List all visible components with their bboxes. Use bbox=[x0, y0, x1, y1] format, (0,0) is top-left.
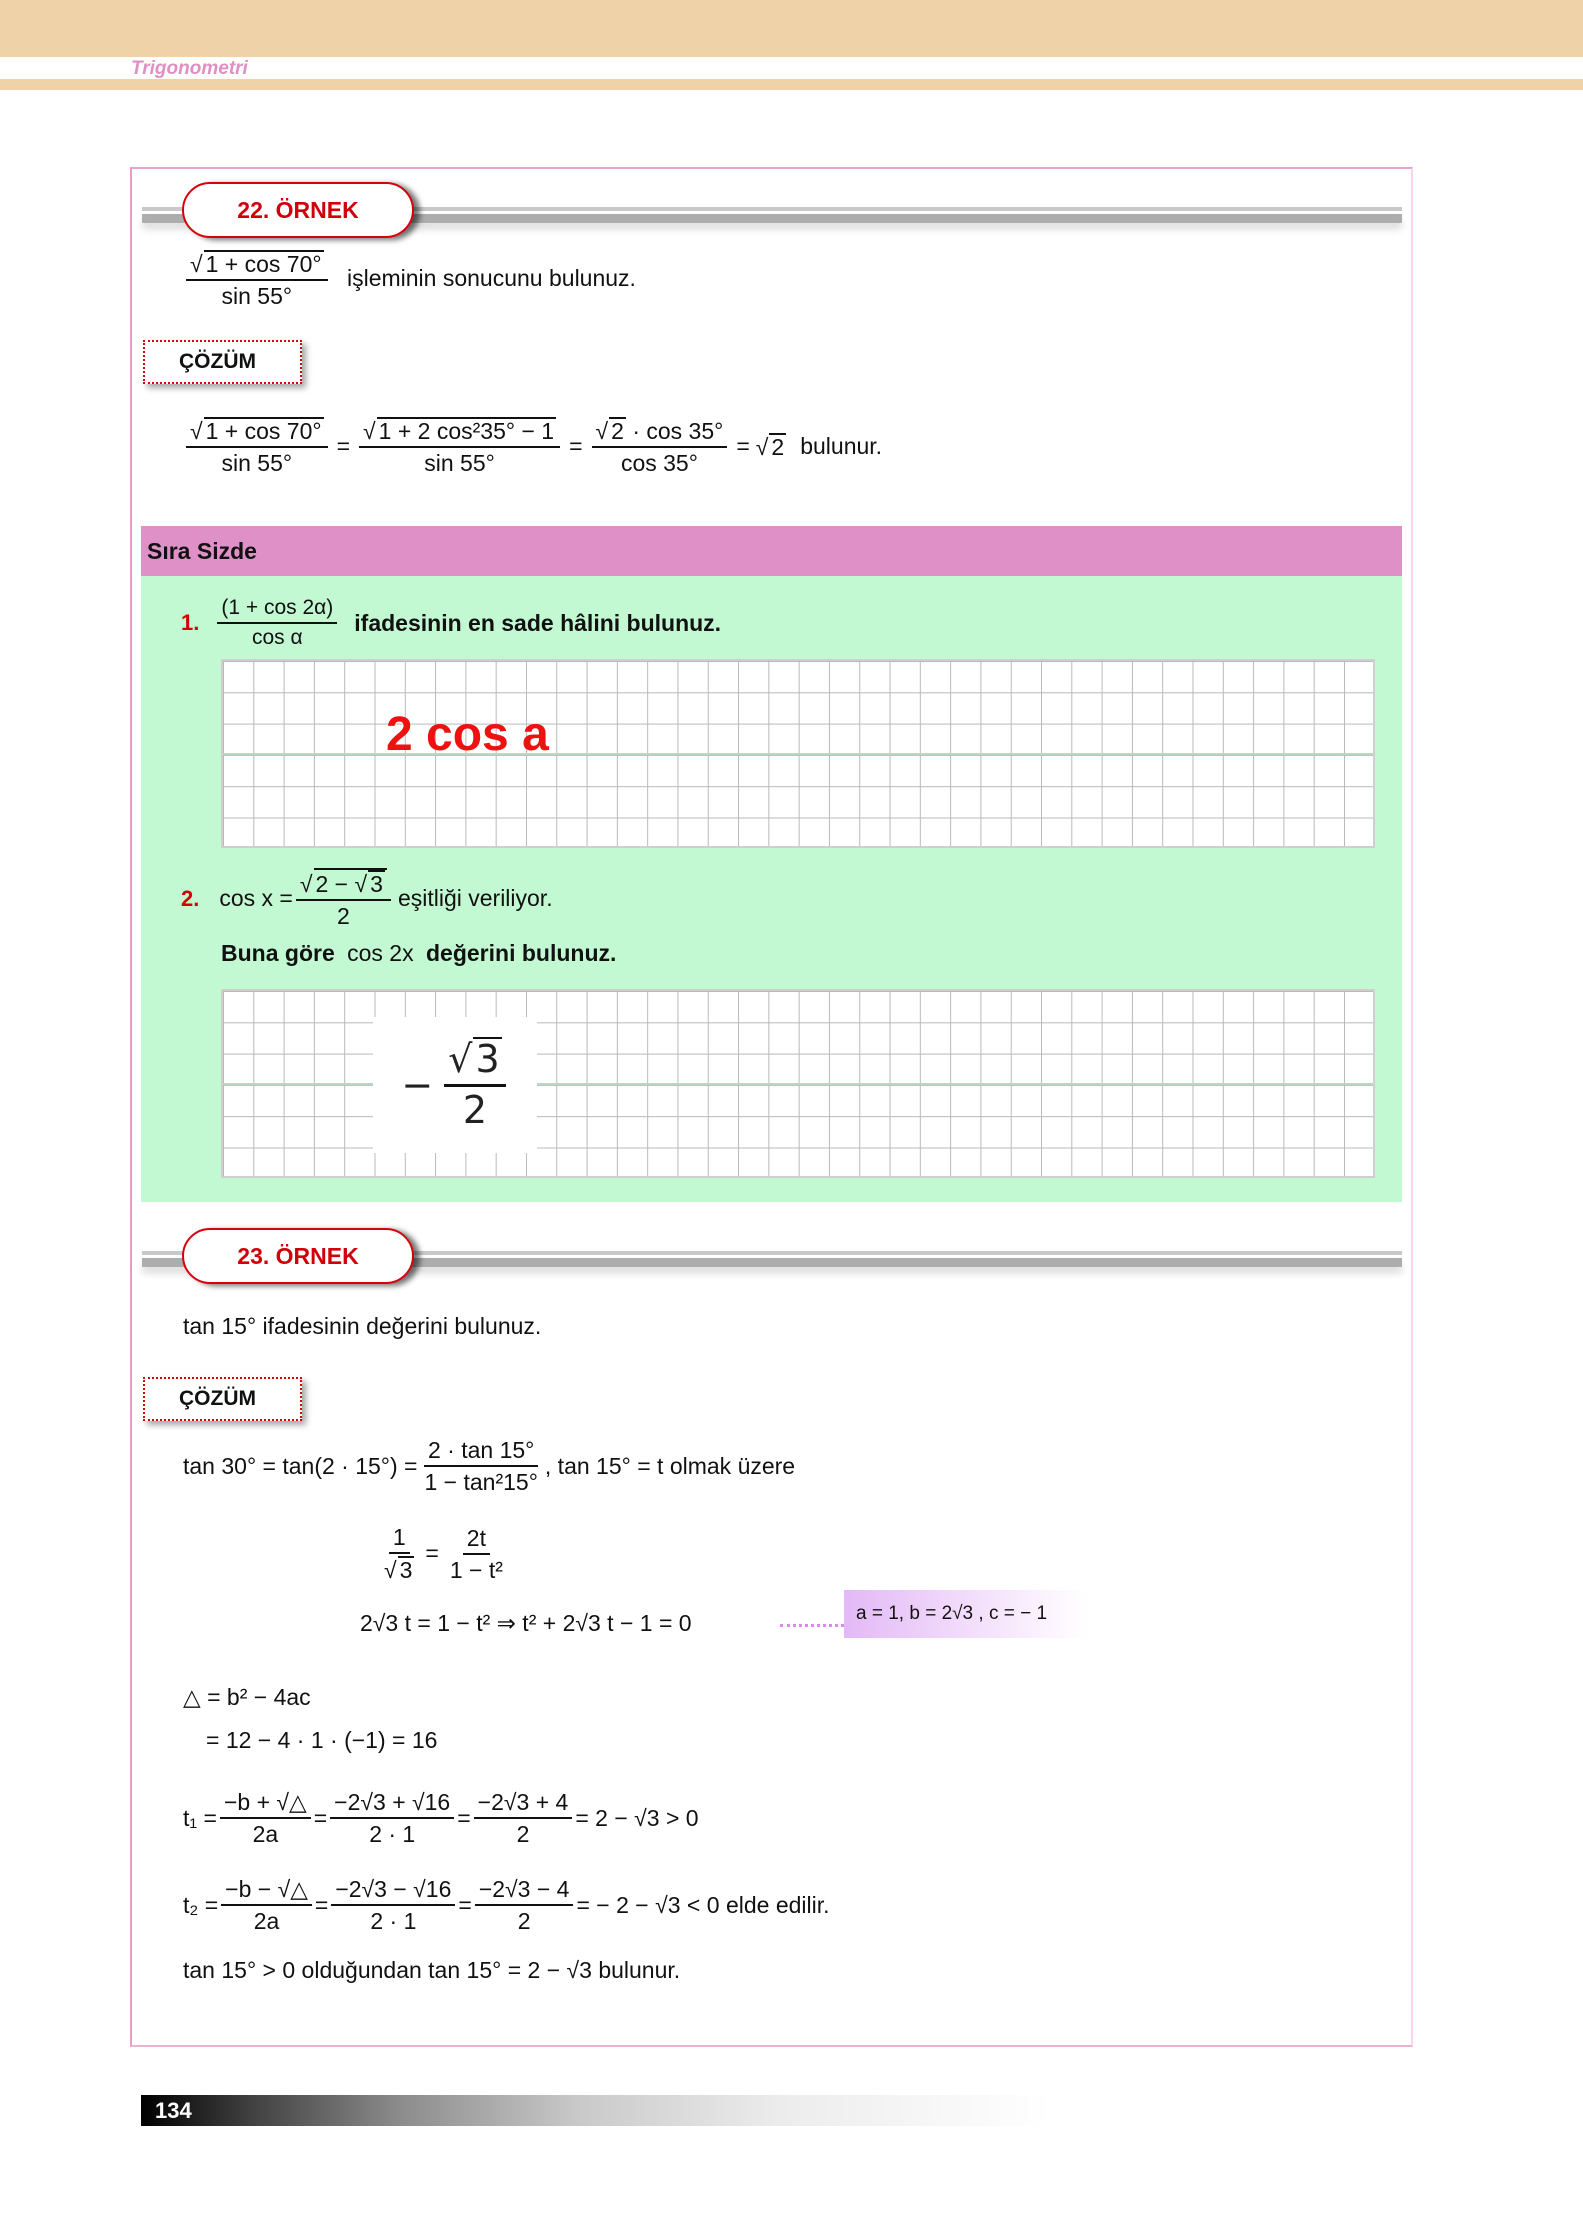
solution-line-3: 2√3 t = 1 − t² ⇒ t² + 2√3 t − 1 = 0 bbox=[360, 1610, 692, 1636]
example-23-badge bbox=[182, 1228, 414, 1284]
delta-line-1: △ = b² − 4ac bbox=[183, 1684, 311, 1710]
hint-connector bbox=[780, 1624, 844, 1627]
example-23-solution-label: ÇÖZÜM bbox=[143, 1377, 302, 1421]
answer-1: 2 cos a bbox=[386, 708, 549, 761]
example-22-solution: $\frac{√ 1 + \cos 70^\circ}{\sin 55^\circ}$ = $\frac{\text{√ 1 + 2 cos²35° − 1}}{\sin 55^\circ}$ = $\frac{√ 2 \cdot \cos 35^\circ}{\cos 35^\circ}$ = √ 2 bulunur. bbox=[183, 417, 882, 477]
question-2-number: 2. bbox=[181, 885, 200, 911]
example-22-badge bbox=[182, 182, 414, 238]
question-1-fraction: $\frac{(1 + \cos 2\alpha)}{\text{cos α}}$ bbox=[217, 596, 337, 650]
running-title: Trigonometri bbox=[131, 58, 248, 79]
coefficients-hint: a = 1, b = 2√3 , c = − 1 bbox=[844, 1590, 1090, 1638]
answer-grid-1[interactable] bbox=[221, 659, 1375, 848]
header-underline-band bbox=[0, 79, 1583, 90]
page-number-bar bbox=[141, 2095, 1051, 2126]
page-number: 134 bbox=[155, 2097, 192, 2123]
t1-line: t₁ = $\frac{-b + √\triangle}{2a}$ = $\frac{-2√3 + √16}{2 \cdot 1}$ = $\frac{-2√3 + 4}{2}$ = 2 − √3 > 0 bbox=[183, 1789, 699, 1848]
t2-line: t₂ = $\frac{-b - √\triangle}{2a}$ = $\frac{-2√3 - √16}{2 \cdot 1}$ = $\frac{-2√3 - 4}{2}$ = − 2 − √3 < 0 elde edilir. bbox=[183, 1876, 830, 1935]
problem-fraction: $\frac{√ 1 + \cos 70^\circ}{\sin 55^\circ}$ bbox=[186, 250, 328, 310]
header-band bbox=[0, 0, 1583, 57]
solution-line-2: $\frac{1}{√ 3}$ = $\frac{2t}{\text{1 − t²}}$ bbox=[384, 1524, 503, 1584]
question-2-line-2: Buna göre cos 2x değerini bulunuz. bbox=[221, 940, 617, 966]
solution-result: 2 bbox=[771, 433, 785, 460]
solution-line-1: tan 30° = tan(2 · 15°) = $\frac{2 \cdot \tan 15^\circ}{\text{1 − tan²15°}}$ , tan 15° = t olmak üzere bbox=[183, 1437, 796, 1496]
question-1-text: ifadesinin en sade hâlini bulunuz. bbox=[354, 609, 722, 636]
sira-sizde-header: Sıra Sizde bbox=[141, 526, 1402, 576]
example-22-problem bbox=[183, 250, 636, 310]
delta-line-2: = 12 − 4 · 1 · (−1) = 16 bbox=[206, 1727, 438, 1753]
example-22-badge-label: 22. ÖRNEK bbox=[237, 196, 359, 223]
solution-fraction-3: $\frac{√ 2 \cdot \cos 35^\circ}{\cos 35^\circ}$ bbox=[592, 417, 728, 477]
answer-grid-2[interactable] bbox=[221, 989, 1375, 1178]
example-23-badge-label: 23. ÖRNEK bbox=[237, 1242, 359, 1269]
example-23-problem: tan 15° ifadesinin değerini bulunuz. bbox=[183, 1313, 542, 1339]
question-2-fraction: $\frac{√ 2 - √ 3}{2}$ bbox=[296, 868, 391, 930]
example-22-solution-label: ÇÖZÜM bbox=[143, 340, 302, 384]
problem-text: işleminin sonucunu bulunuz. bbox=[346, 265, 636, 292]
question-1-number: 1. bbox=[181, 610, 200, 636]
sira-sizde-question-1 bbox=[181, 596, 721, 650]
conclusion: tan 15° > 0 olduğundan tan 15° = 2 − √3 bulunur. bbox=[183, 1957, 681, 1983]
solution-fraction-1: $\frac{√ 1 + \cos 70^\circ}{\sin 55^\circ}$ bbox=[186, 417, 328, 477]
sira-sizde-question-2: 2. cos x = $\frac{√ 2 - √ 3}{2}$ eşitliği veriliyor. bbox=[181, 868, 553, 930]
solution-fraction-2: $\frac{\text{√ 1 + 2 cos²35° − 1}}{\sin 55^\circ}$ bbox=[359, 417, 560, 477]
answer-2: − $\frac{√3}{2}$ bbox=[373, 1017, 537, 1153]
